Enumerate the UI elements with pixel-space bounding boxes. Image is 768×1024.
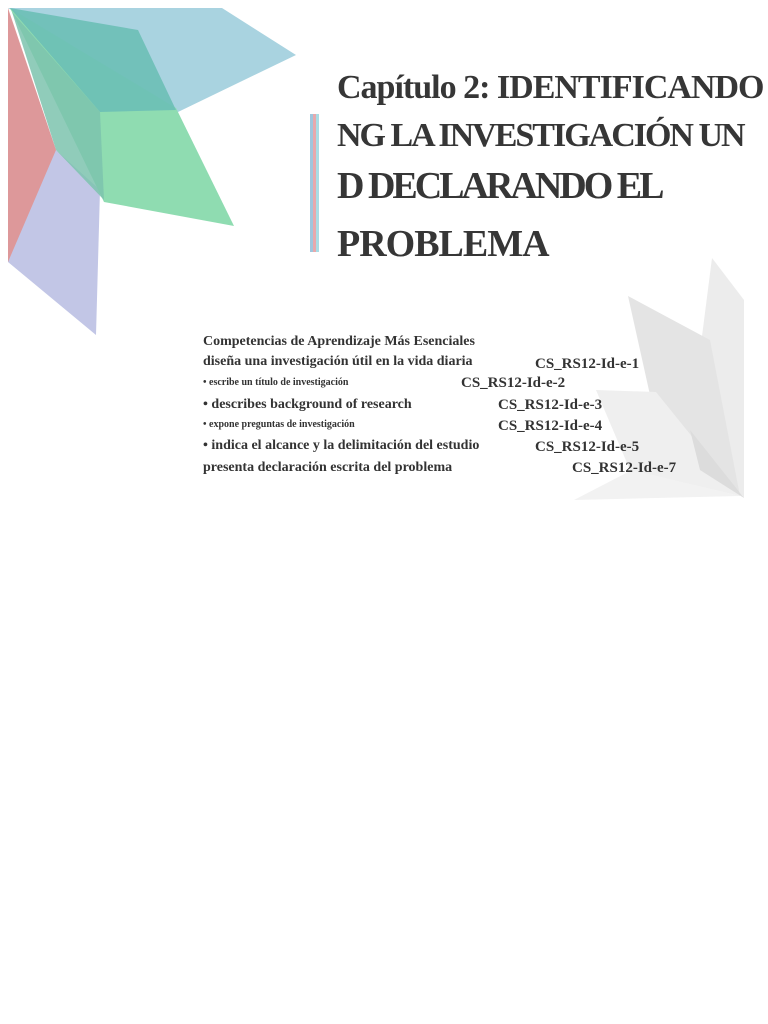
competencies-heading: Competencias de Aprendizaje Más Esenciales — [203, 334, 475, 349]
competency-text-2: • escribe un título de investigación — [203, 377, 349, 388]
competency-text-1: diseña una investigación útil en la vida diaria — [203, 354, 473, 369]
chapter-title-line-3: D DECLARANDO EL — [337, 165, 662, 207]
competency-text-5: • indica el alcance y la delimitación del estudio — [203, 438, 480, 453]
competencies-section — [203, 334, 683, 494]
competency-code-4: CS_RS12-Id-e-4 — [498, 418, 603, 434]
competency-text-3: • describes background of research — [203, 397, 412, 412]
accent-stripe-cyan — [316, 114, 319, 252]
chapter-title-line-4: PROBLEMA — [337, 223, 549, 265]
competency-code-3: CS_RS12-Id-e-3 — [498, 397, 603, 413]
competency-text-4: • expone preguntas de investigación — [203, 419, 355, 430]
chapter-title-line-2: NG LA INVESTIGACIÓN UN — [337, 117, 744, 154]
competency-code-5: CS_RS12-Id-e-5 — [535, 439, 640, 455]
competency-text-6: presenta declaración escrita del problema — [203, 460, 453, 475]
chapter-title — [337, 66, 762, 270]
chapter-title-line-1: Capítulo 2: IDENTIFICANDO — [337, 69, 764, 106]
competency-code-1: CS_RS12-Id-e-1 — [535, 356, 640, 372]
competency-code-6: CS_RS12-Id-e-7 — [572, 460, 677, 476]
title-accent-bar — [310, 114, 319, 252]
competency-code-2: CS_RS12-Id-e-2 — [461, 375, 566, 391]
